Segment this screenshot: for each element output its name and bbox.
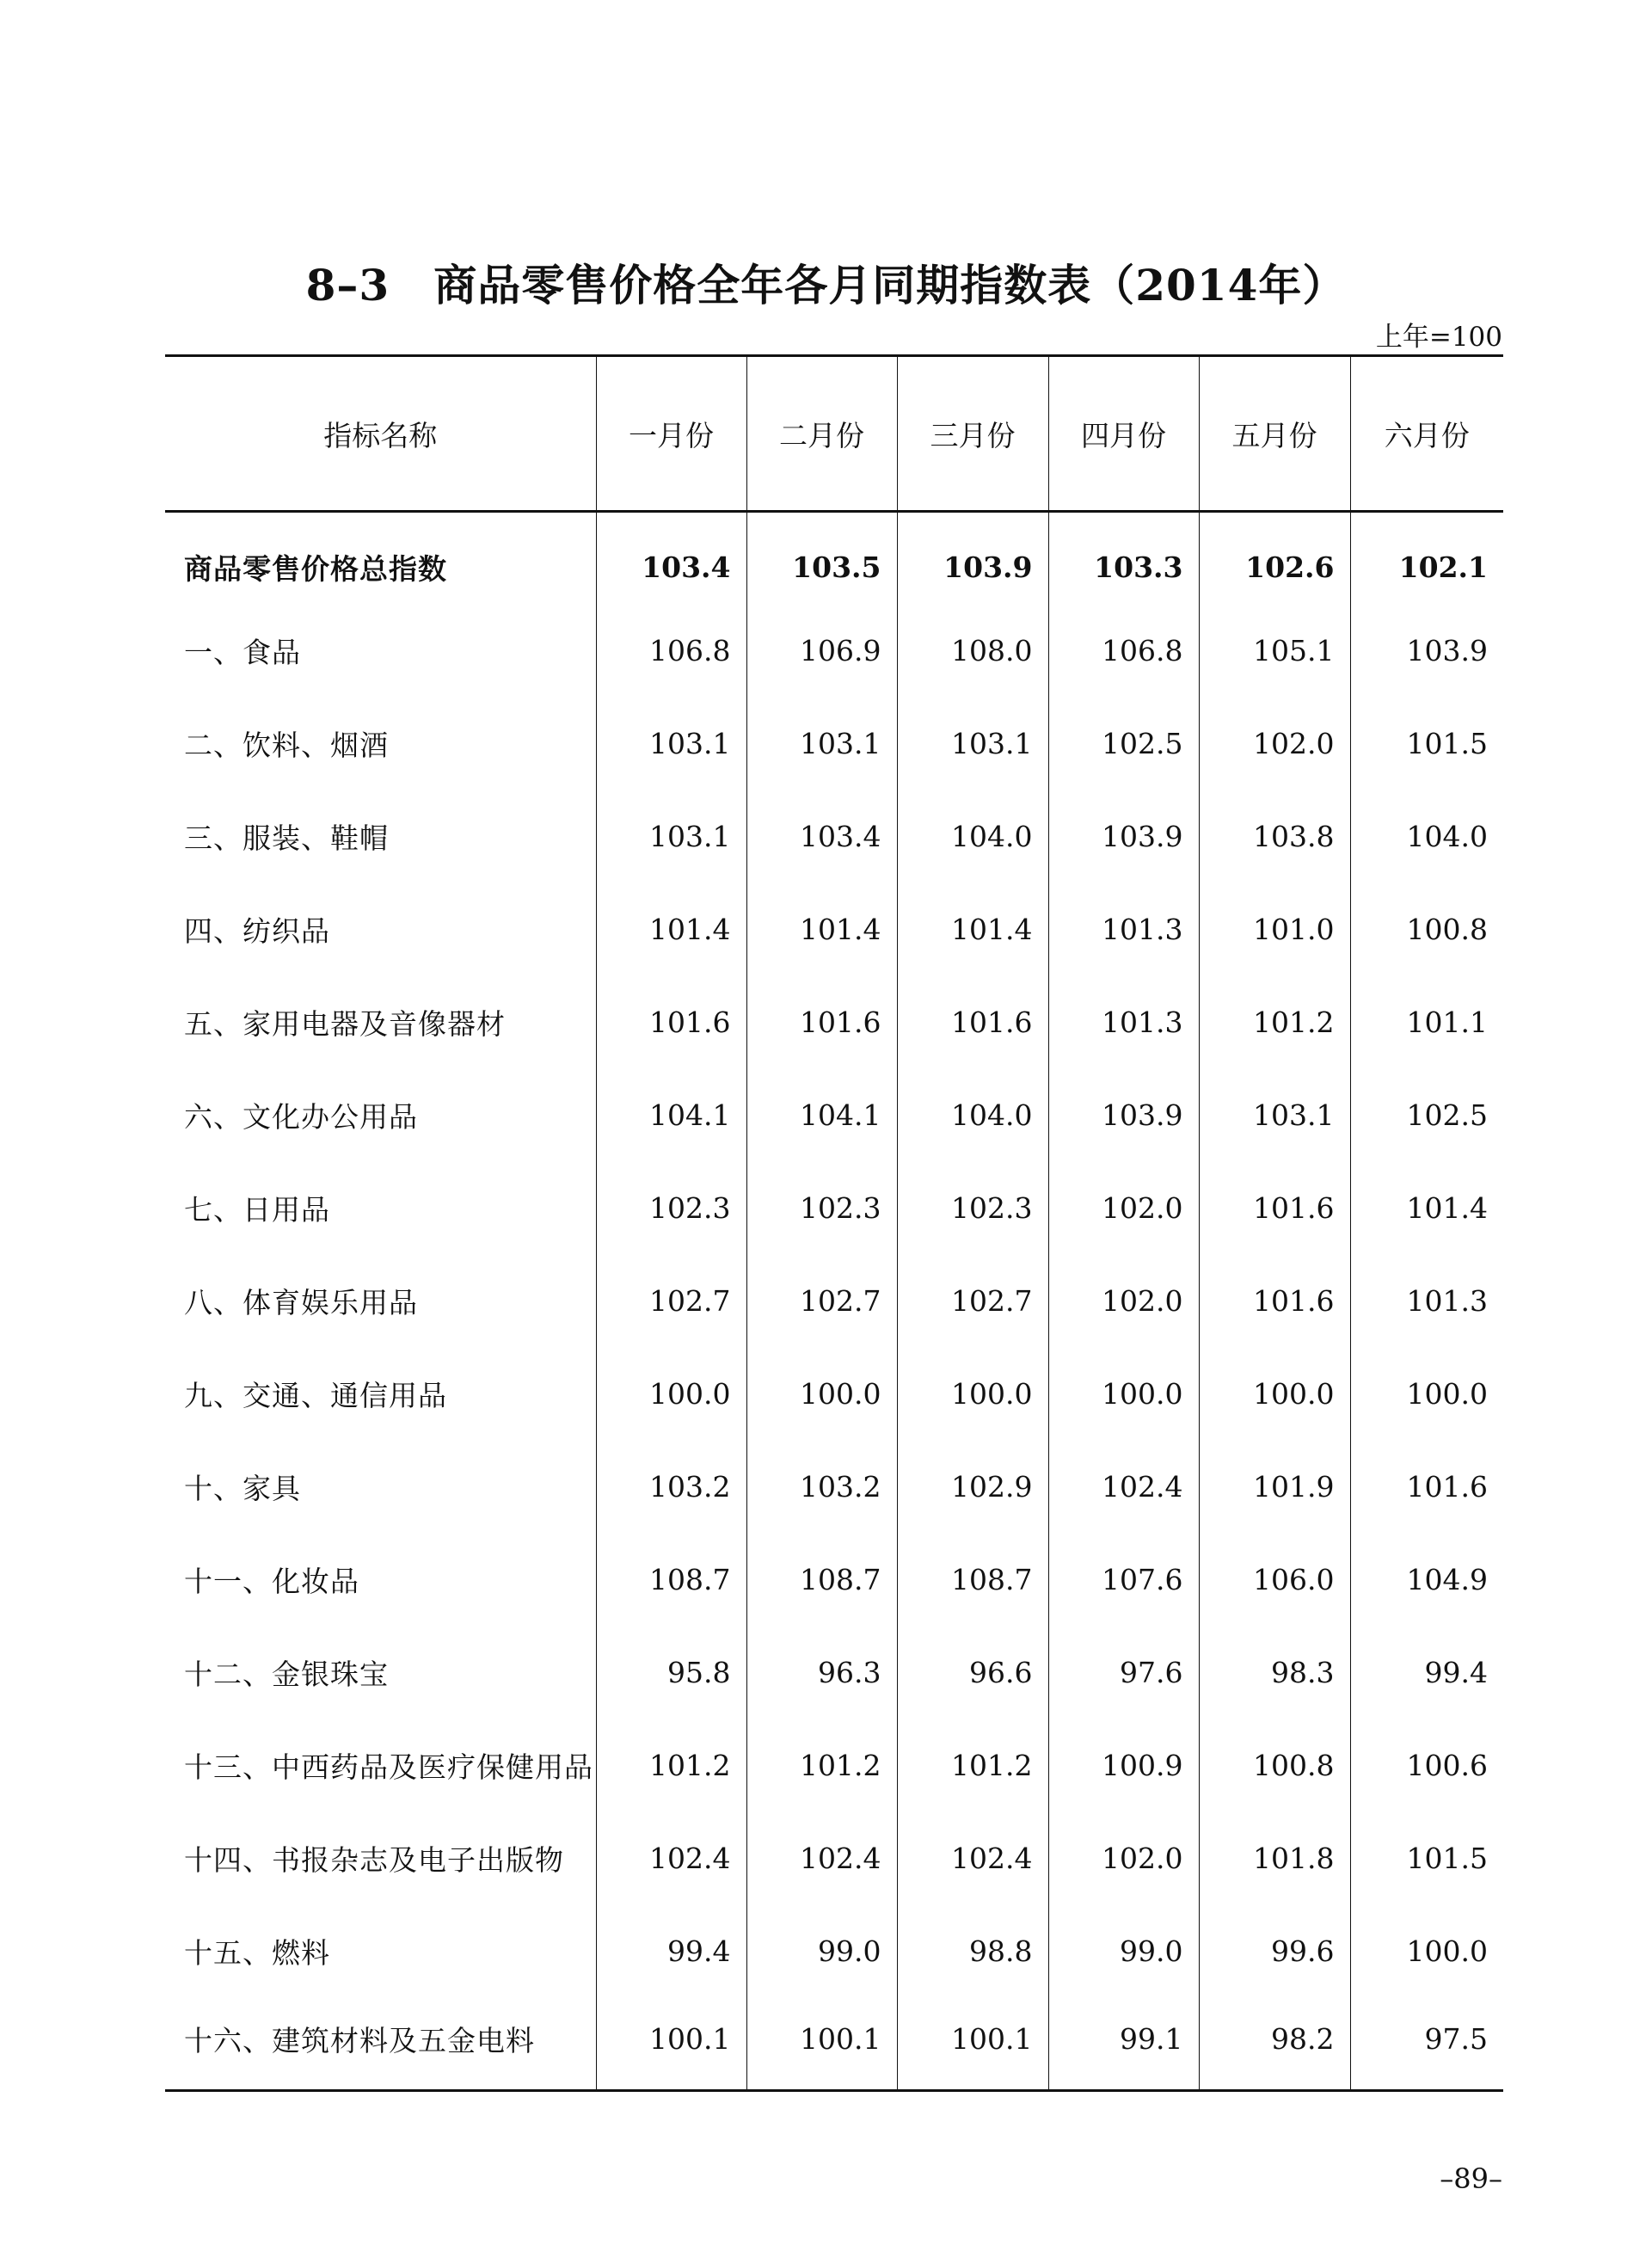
price-index-table — [165, 354, 1503, 2092]
index-value: 102.0 — [1048, 1812, 1199, 1905]
index-value: 101.6 — [596, 976, 746, 1069]
row-label: 十二、金银珠宝 — [184, 1657, 389, 1691]
index-value: 101.4 — [897, 883, 1048, 976]
index-value: 103.9 — [1350, 605, 1503, 698]
index-value: 101.3 — [1350, 1255, 1503, 1348]
index-value: 104.0 — [897, 790, 1048, 883]
table-row-total — [165, 512, 1503, 605]
table-row — [165, 883, 1503, 976]
index-value: 100.0 — [1199, 1348, 1350, 1441]
index-value: 101.2 — [596, 1719, 746, 1812]
index-value: 99.1 — [1048, 1998, 1199, 2091]
index-value: 99.0 — [1048, 1905, 1199, 1998]
index-value: 108.7 — [897, 1534, 1048, 1627]
index-value: 101.4 — [596, 883, 746, 976]
index-value: 103.4 — [746, 790, 897, 883]
index-value: 100.1 — [746, 1998, 897, 2091]
index-value: 101.2 — [897, 1719, 1048, 1812]
index-value: 102.0 — [1048, 1162, 1199, 1255]
row-label: 七、日用品 — [184, 1193, 330, 1227]
index-value: 105.1 — [1199, 605, 1350, 698]
column-header-month: 二月份 — [746, 356, 897, 512]
index-value: 102.9 — [897, 1441, 1048, 1534]
index-value: 101.5 — [1350, 698, 1503, 790]
column-header-indicator: 指标名称 — [165, 356, 596, 512]
column-header-month: 三月份 — [897, 356, 1048, 512]
row-label: 八、体育娱乐用品 — [184, 1286, 418, 1319]
index-value: 99.6 — [1199, 1905, 1350, 1998]
index-value: 106.8 — [596, 605, 746, 698]
index-value: 100.0 — [1048, 1348, 1199, 1441]
table-row — [165, 1534, 1503, 1627]
index-value: 108.7 — [596, 1534, 746, 1627]
index-value: 102.0 — [1199, 698, 1350, 790]
index-value: 97.5 — [1350, 1998, 1503, 2091]
index-value: 102.5 — [1048, 698, 1199, 790]
table-row — [165, 698, 1503, 790]
row-label: 商品零售价格总指数 — [184, 551, 447, 586]
index-value: 101.6 — [1199, 1162, 1350, 1255]
index-value: 103.4 — [596, 512, 746, 605]
index-value: 106.8 — [1048, 605, 1199, 698]
index-value: 101.8 — [1199, 1812, 1350, 1905]
index-value: 99.0 — [746, 1905, 897, 1998]
row-label: 十五、燃料 — [184, 1936, 330, 1970]
table-row — [165, 605, 1503, 698]
row-label: 十、家具 — [184, 1472, 301, 1505]
table-row — [165, 1905, 1503, 1998]
index-value: 102.4 — [897, 1812, 1048, 1905]
row-label: 二、饮料、烟酒 — [184, 729, 389, 762]
table-row — [165, 1998, 1503, 2091]
index-value: 103.1 — [1199, 1069, 1350, 1162]
column-header-month: 一月份 — [596, 356, 746, 512]
index-value: 100.1 — [897, 1998, 1048, 2091]
row-label: 五、家用电器及音像器材 — [184, 1007, 506, 1041]
index-value: 103.3 — [1048, 512, 1199, 605]
index-value: 101.6 — [1199, 1255, 1350, 1348]
index-value: 96.6 — [897, 1627, 1048, 1719]
table-row — [165, 1162, 1503, 1255]
page-number: –89– — [1440, 2162, 1502, 2195]
index-value: 103.2 — [746, 1441, 897, 1534]
index-value: 100.0 — [596, 1348, 746, 1441]
index-value: 100.6 — [1350, 1719, 1503, 1812]
table-row — [165, 1255, 1503, 1348]
unit-note: 上年=100 — [1375, 322, 1502, 353]
page-title: 8–3 商品零售价格全年各月同期指数表（2014年） — [305, 260, 1347, 311]
index-value: 102.4 — [596, 1812, 746, 1905]
index-value: 101.2 — [746, 1719, 897, 1812]
index-value: 99.4 — [1350, 1627, 1503, 1719]
index-value: 99.4 — [596, 1905, 746, 1998]
index-value: 104.0 — [897, 1069, 1048, 1162]
index-value: 103.1 — [596, 698, 746, 790]
index-value: 103.9 — [1048, 1069, 1199, 1162]
index-value: 101.2 — [1199, 976, 1350, 1069]
index-value: 100.0 — [1350, 1348, 1503, 1441]
index-value: 102.7 — [596, 1255, 746, 1348]
index-value: 102.4 — [746, 1812, 897, 1905]
index-value: 102.4 — [1048, 1441, 1199, 1534]
row-label: 九、交通、通信用品 — [184, 1379, 447, 1412]
index-value: 96.3 — [746, 1627, 897, 1719]
index-value: 103.9 — [897, 512, 1048, 605]
table-row — [165, 1441, 1503, 1534]
index-value: 101.6 — [746, 976, 897, 1069]
index-value: 98.3 — [1199, 1627, 1350, 1719]
header-row — [165, 356, 1503, 512]
row-label: 十一、化妆品 — [184, 1565, 359, 1598]
index-value: 101.0 — [1199, 883, 1350, 976]
index-value: 103.1 — [596, 790, 746, 883]
index-value: 103.5 — [746, 512, 897, 605]
index-value: 102.5 — [1350, 1069, 1503, 1162]
index-value: 102.3 — [746, 1162, 897, 1255]
row-label: 十三、中西药品及医疗保健用品 — [184, 1750, 593, 1784]
table-row — [165, 1069, 1503, 1162]
index-value: 100.1 — [596, 1998, 746, 2091]
row-label: 四、纺织品 — [184, 914, 330, 948]
index-value: 108.7 — [746, 1534, 897, 1627]
row-label: 一、食品 — [184, 636, 301, 669]
index-value: 101.5 — [1350, 1812, 1503, 1905]
index-value: 101.4 — [1350, 1162, 1503, 1255]
column-header-month: 五月份 — [1199, 356, 1350, 512]
row-label: 十六、建筑材料及五金电料 — [165, 1998, 596, 2091]
index-value: 100.9 — [1048, 1719, 1199, 1812]
index-value: 103.1 — [746, 698, 897, 790]
index-value: 100.8 — [1350, 883, 1503, 976]
row-label: 三、服装、鞋帽 — [184, 821, 389, 855]
row-label: 十四、书报杂志及电子出版物 — [184, 1843, 564, 1877]
index-value: 102.3 — [596, 1162, 746, 1255]
index-value: 101.4 — [746, 883, 897, 976]
index-value: 104.1 — [596, 1069, 746, 1162]
index-value: 101.6 — [897, 976, 1048, 1069]
column-header-month: 四月份 — [1048, 356, 1199, 512]
index-value: 103.9 — [1048, 790, 1199, 883]
table-row — [165, 1719, 1503, 1812]
index-value: 104.1 — [746, 1069, 897, 1162]
index-value: 101.9 — [1199, 1441, 1350, 1534]
index-value: 97.6 — [1048, 1627, 1199, 1719]
index-value: 101.1 — [1350, 976, 1503, 1069]
row-label: 六、文化办公用品 — [184, 1100, 418, 1134]
index-value: 102.3 — [897, 1162, 1048, 1255]
index-value: 101.6 — [1350, 1441, 1503, 1534]
index-value: 106.9 — [746, 605, 897, 698]
index-value: 100.8 — [1199, 1719, 1350, 1812]
index-value: 102.0 — [1048, 1255, 1199, 1348]
index-value: 100.0 — [1350, 1905, 1503, 1998]
index-value: 98.8 — [897, 1905, 1048, 1998]
index-value: 101.3 — [1048, 883, 1199, 976]
index-value: 98.2 — [1199, 1998, 1350, 2091]
table-row — [165, 1348, 1503, 1441]
index-value: 100.0 — [897, 1348, 1048, 1441]
index-value: 102.7 — [897, 1255, 1048, 1348]
table-row — [165, 1812, 1503, 1905]
table-row — [165, 790, 1503, 883]
index-value: 103.8 — [1199, 790, 1350, 883]
index-value: 106.0 — [1199, 1534, 1350, 1627]
table-row — [165, 976, 1503, 1069]
index-value: 95.8 — [596, 1627, 746, 1719]
index-value: 107.6 — [1048, 1534, 1199, 1627]
index-value: 104.0 — [1350, 790, 1503, 883]
index-value: 102.7 — [746, 1255, 897, 1348]
index-value: 103.2 — [596, 1441, 746, 1534]
index-value: 101.3 — [1048, 976, 1199, 1069]
index-value: 102.6 — [1199, 512, 1350, 605]
column-header-month: 六月份 — [1350, 356, 1503, 512]
table-body — [165, 512, 1503, 2091]
index-value: 102.1 — [1350, 512, 1503, 605]
index-value: 104.9 — [1350, 1534, 1503, 1627]
index-value: 100.0 — [746, 1348, 897, 1441]
index-value: 108.0 — [897, 605, 1048, 698]
index-value: 103.1 — [897, 698, 1048, 790]
table-row — [165, 1627, 1503, 1719]
